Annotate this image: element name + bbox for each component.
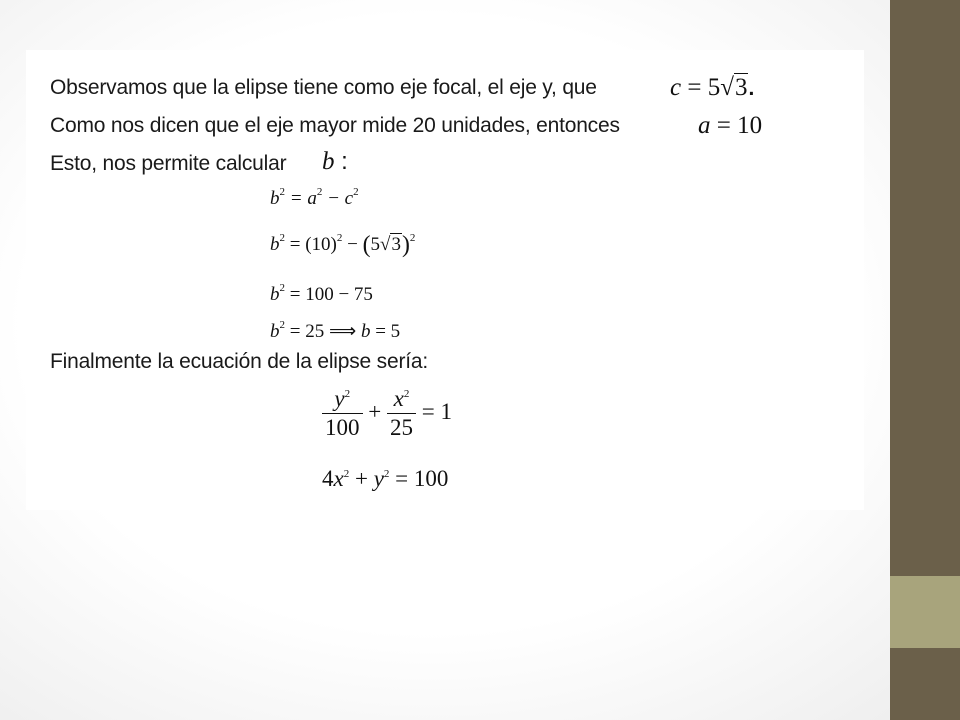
sqrt-sign: √ <box>720 74 734 101</box>
text-line-2: Como nos dicen que el eje mayor mide 20 unidades, entonces <box>50 114 620 137</box>
text-line-1: Observamos que la elipse tiene como eje focal, el eje y, que <box>50 76 597 99</box>
equation-substitution: $b^2 = (10)^2 - (5√3)^2$ <box>270 232 416 258</box>
ellipse-equation-general: $4x^2 + y^2 = 100$ <box>322 466 449 491</box>
a-expression: a = 10 <box>698 112 763 139</box>
side-accent <box>890 576 960 648</box>
fraction-y: $\frac{y^2}{100}$ <box>322 386 363 441</box>
equation-b-result: $b^2 = 25$ ⟹ b = 5 <box>270 319 401 342</box>
c-expression: c = 5√3. <box>670 74 755 101</box>
content-box <box>26 50 864 510</box>
equation-b-squared-definition: $b^2 = a^2 - c^2$ <box>270 186 359 209</box>
ellipse-equation-standard: $\frac{y^2}{100}$ + $\frac{x^2}{25}$ = 1 <box>322 386 452 441</box>
text-line-3: Esto, nos permite calcular <box>50 152 287 175</box>
equation-subtraction: $b^2 = 100 - 75$ <box>270 282 373 305</box>
fraction-x: $\frac{x^2}{25}$ <box>387 386 416 441</box>
text-line-4: Finalmente la ecuación de la elipse sería: <box>50 350 428 373</box>
b-expression: b : <box>322 148 348 175</box>
